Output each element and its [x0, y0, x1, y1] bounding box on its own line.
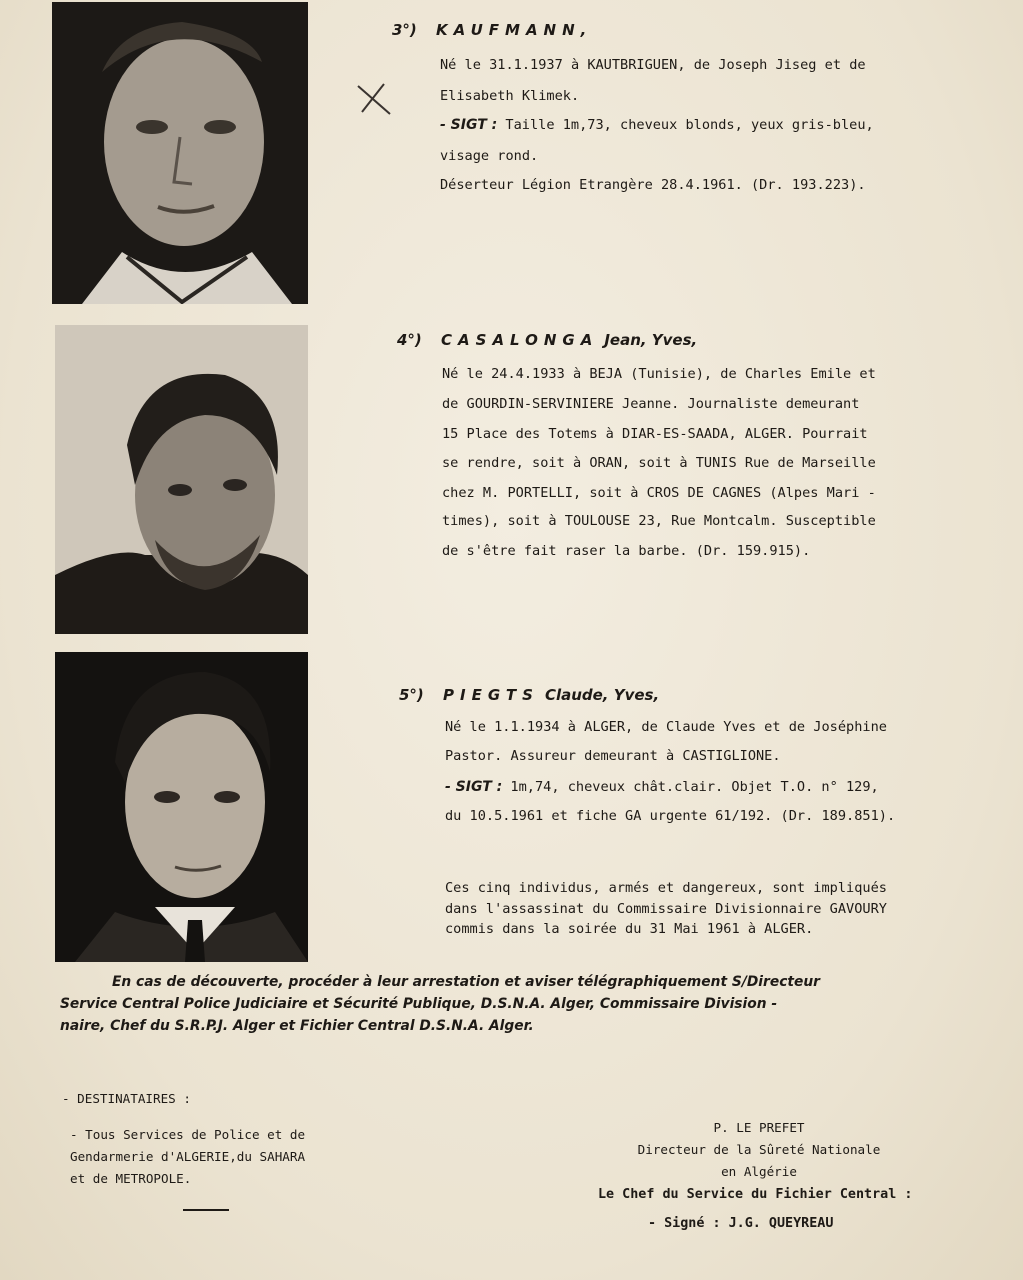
entry-3-line-3 — [440, 116, 874, 134]
photo-piegts — [55, 652, 308, 962]
entry-5-line-2: Pastor. Assureur demeurant à CASTIGLIONE. — [445, 748, 781, 764]
entry-4-line-4: se rendre, soit à ORAN, soit à TUNIS Rue de Marseille — [442, 455, 876, 471]
signature-line-2: Directeur de la Sûreté Nationale — [637, 1142, 881, 1157]
entry-3-line-4: visage rond. — [440, 148, 539, 164]
entry-4-line-7: de s'être fait raser la barbe. (Dr. 159.915). — [442, 543, 811, 559]
entry-4-line-5: chez M. PORTELLI, soit à CROS DE CAGNES (Alpes Mari - — [442, 485, 876, 501]
entry-4-line-1: Né le 24.4.1933 à BEJA (Tunisie), de Charles Emile et — [442, 366, 876, 382]
instructions-line-3: naire, Chef du S.R.P.J. Alger et Fichier Central D.S.N.A. Alger. — [60, 1018, 534, 1034]
photo-casalonga — [55, 325, 308, 634]
sigt-label: - SIGT : — [445, 779, 503, 795]
divider-rule — [183, 1209, 229, 1211]
given-name: Claude, Yves, — [544, 686, 660, 704]
destinataires-line-3: et de METROPOLE. — [70, 1171, 192, 1186]
summary-line-1: Ces cinq individus, armés et dangereux, sont impliqués — [445, 880, 887, 896]
handwritten-x-mark — [354, 80, 394, 118]
entry-4-line-2: de GOURDIN-SERVINIERE Jeanne. Journaliste demeurant — [442, 396, 860, 412]
instructions-line-2: Service Central Police Judiciaire et Sécurité Publique, D.S.N.A. Alger, Commissaire Division - — [60, 996, 778, 1012]
instructions-line-1: En cas de découverte, procéder à leur arrestation et aviser télégraphiquement S/Directeur — [112, 974, 820, 990]
signature-signed: - Signé : J.G. QUEYREAU — [648, 1216, 834, 1231]
summary-line-2: dans l'assassinat du Commissaire Divisionnaire GAVOURY — [445, 901, 887, 917]
destinataires-title: - DESTINATAIRES : — [62, 1091, 191, 1106]
entry-number: 4°) — [397, 331, 422, 349]
sigt-text: 1m,74, cheveux chât.clair. Objet T.O. n° 129, — [502, 779, 879, 795]
signature-chief: Le Chef du Service du Fichier Central : — [598, 1187, 913, 1202]
entry-5-line-4: du 10.5.1961 et fiche GA urgente 61/192. (Dr. 189.851). — [445, 808, 896, 824]
summary-line-3: commis dans la soirée du 31 Mai 1961 à ALGER. — [445, 921, 814, 937]
entry-3-line-1: Né le 31.1.1937 à KAUTBRIGUEN, de Joseph Jiseg et de — [440, 57, 866, 73]
entry-4-heading — [397, 331, 697, 349]
surname: PIEGTS — [443, 686, 539, 704]
given-name: , — [580, 21, 587, 39]
signature-line-3: en Algérie — [721, 1164, 797, 1179]
instructions-block — [60, 971, 980, 1037]
sigt-label: - SIGT : — [440, 117, 498, 133]
entry-number: 5°) — [399, 686, 424, 704]
entry-3-line-5: Déserteur Légion Etrangère 28.4.1961. (Dr. 193.223). — [440, 177, 866, 193]
entry-3-line-2: Elisabeth Klimek. — [440, 88, 580, 104]
surname: KAUFMANN — [436, 21, 581, 39]
entry-4-line-3: 15 Place des Totems à DIAR-ES-SAADA, ALGER. Pourrait — [442, 426, 868, 442]
surname: CASALONGA — [441, 331, 599, 349]
destinataires-line-1: - Tous Services de Police et de — [70, 1127, 306, 1142]
given-name: Jean, Yves, — [604, 331, 698, 349]
destinataires-line-2: Gendarmerie d'ALGERIE,du SAHARA — [70, 1149, 306, 1164]
entry-5-line-1: Né le 1.1.1934 à ALGER, de Claude Yves et de Joséphine — [445, 719, 887, 735]
entry-3-heading — [392, 21, 586, 39]
entry-5-line-3 — [445, 778, 879, 796]
sigt-text: Taille 1m,73, cheveux blonds, yeux gris-bleu, — [497, 117, 874, 133]
entry-4-line-6: times), soit à TOULOUSE 23, Rue Montcalm. Susceptible — [442, 513, 876, 529]
entry-number: 3°) — [392, 21, 417, 39]
photo-kaufmann — [52, 2, 308, 304]
signature-line-1: P. LE PREFET — [713, 1120, 805, 1135]
entry-5-heading — [399, 686, 659, 704]
